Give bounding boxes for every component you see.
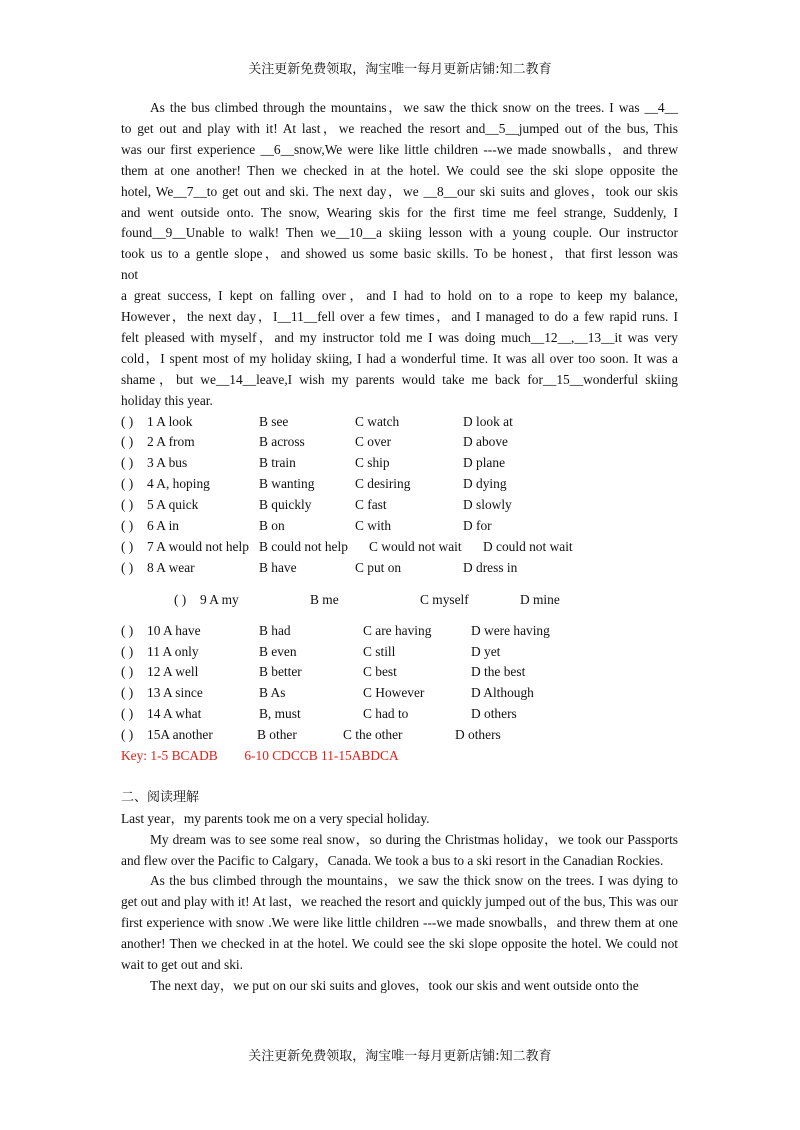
option-a: 5 A quick [147,497,199,513]
reading-paragraph: My dream was to see some real snow，so during the Christmas holiday，we took our Passports and flew over the Pacific to Calgary，Canada. We took a bus to a ski resort in the Canadian Rockies. [121,831,678,868]
option-b: B even [259,643,297,659]
option-d: D yet [471,643,501,659]
option-d: D others [455,727,501,743]
option-row [121,704,678,725]
option-d: D for [463,518,492,534]
option-d: D look at [463,413,513,429]
answer-blank[interactable]: ( ) [121,434,134,450]
option-c: C myself [420,591,469,607]
answer-blank[interactable]: ( ) [121,538,134,554]
answer-blank[interactable]: ( ) [121,685,134,701]
answer-key-part2: 6-10 CDCCB 11-15ABDCA [244,747,399,763]
page-header: 关注更新免费领取，淘宝唯一每月更新店铺:知二教育 [248,62,552,77]
option-a: 1 A look [147,413,193,429]
option-b: B me [310,591,339,607]
option-a: 6 A in [147,518,179,534]
cloze-line: to get out and play with it! At last，we reached the resort and__5__jumped out of the bus, This [121,120,678,136]
option-b: B quickly [259,497,312,513]
option-a: 10 A have [147,622,201,638]
answer-key [121,746,678,767]
cloze-passage [121,98,678,412]
answer-key-part1: Key: 1-5 BCADB [121,747,218,763]
options-list [121,412,678,746]
option-c: C had to [363,706,409,722]
option-d: D slowly [463,497,512,513]
reading-first-line: Last year，my parents took me on a very special holiday. [121,810,430,826]
option-row [121,642,678,663]
option-c: C fast [355,497,387,513]
option-row [121,516,678,537]
answer-blank[interactable]: ( ) [121,518,134,534]
cloze-line: holiday this year. [121,392,213,408]
option-row [121,725,678,746]
option-a: 8 A wear [147,559,195,575]
option-row [121,412,678,433]
option-b: B see [259,413,289,429]
answer-blank[interactable]: ( ) [121,706,134,722]
answer-blank[interactable]: ( ) [121,455,134,471]
option-c: C best [363,664,397,680]
option-a: 7 A would not help [147,538,249,554]
answer-blank[interactable]: ( ) [121,559,134,575]
option-d: D mine [520,591,560,607]
option-b: B other [257,727,297,743]
page-footer: 关注更新免费领取，淘宝唯一每月更新店铺:知二教育 [248,1049,552,1064]
option-row [121,558,678,579]
option-d: D Although [471,685,534,701]
answer-blank[interactable]: ( ) [121,622,134,638]
option-b: B train [259,455,296,471]
answer-blank[interactable]: ( ) [121,476,134,492]
option-row [121,453,678,474]
option-d: D could not wait [483,538,573,554]
option-c: C are having [363,622,432,638]
option-row [121,432,678,453]
option-b: B, must [259,706,301,722]
option-c: C over [355,434,392,450]
option-row [121,537,678,558]
option-d: D above [463,434,508,450]
option-a: 3 A bus [147,455,188,471]
option-a: 11 A only [147,643,199,659]
answer-blank[interactable]: ( ) [121,664,134,680]
cloze-line: found__9__Unable to walk! Then we__10__a skiing lesson with a young couple. Our instructor [121,225,678,241]
option-a: 4 A, hoping [147,476,210,492]
reading-paragraph: The next day，we put on our ski suits and gloves，took our skis and went outside onto the [150,978,639,994]
option-c: C still [363,643,396,659]
option-d: D others [471,706,517,722]
document-body [121,98,678,997]
option-c: C desiring [355,476,411,492]
option-row [121,662,678,683]
cloze-line: hotel, We__7__to get out and ski. The next day，we __8__our ski suits and gloves，took our skis [121,183,678,199]
option-a: 13 A since [147,685,203,701]
answer-blank[interactable]: ( ) [174,591,187,607]
cloze-line: cold，I spent most of my holiday skiing, I had a wonderful time. It was all over too soon. It was a [121,350,678,366]
option-c: C with [355,518,392,534]
cloze-line: and went outside onto. The snow, Wearing skis for the first time me feel strange, Suddenly, I [121,204,678,220]
section-title: 二、阅读理解 [121,789,200,805]
option-d: D dying [463,476,507,492]
option-row [121,495,678,516]
cloze-line: not [121,267,139,283]
option-row [121,683,678,704]
option-b: B could not help [259,538,348,554]
cloze-line: was our first experience __6__snow,We were like little children ---we made snowballs，and threw [121,141,678,157]
cloze-line: took us to a gentle slope，and showed us some basic skills. To be honest，that first lesson was [121,246,678,262]
option-a: 9 A my [200,591,239,607]
cloze-line: As the bus climbed through the mountains，we saw the thick snow on the trees. I was __4__ [150,100,678,115]
option-b: B had [259,622,291,638]
answer-blank[interactable]: ( ) [121,727,134,743]
option-b: B on [259,518,285,534]
cloze-line: shame，but we__14__leave,I wish my parents would take me back for__15__wonderful skiing [121,371,678,387]
answer-blank[interactable]: ( ) [121,643,134,659]
option-a: 12 A well [147,664,199,680]
option-c: C watch [355,413,400,429]
cloze-line: felt pleased with myself，and my instructor told me I was doing much__12__,__13__it was very [121,329,678,345]
option-d: D dress in [463,559,518,575]
option-c: C put on [355,559,402,575]
option-c: C would not wait [369,538,462,554]
option-row [121,590,678,611]
option-b: B wanting [259,476,315,492]
option-row [121,474,678,495]
option-d: D plane [463,455,506,471]
option-row [121,621,678,642]
option-c: C ship [355,455,390,471]
cloze-line: a great success, I kept on falling over，and I had to hold on to a rope to keep my balance, [121,288,678,304]
option-b: B better [259,664,302,680]
answer-blank[interactable]: ( ) [121,497,134,513]
option-a: 14 A what [147,706,202,722]
option-b: B have [259,559,297,575]
cloze-line: However，the next day，I__11__fell over a few times，and I managed to do a few rapid runs. I [121,309,678,325]
cloze-line: them at one another! Then we checked in at the hotel. We could see the ski slope opposite the [121,162,678,178]
option-b: B across [259,434,305,450]
option-d: D were having [471,622,550,638]
answer-blank[interactable]: ( ) [121,413,134,429]
reading-paragraph: As the bus climbed through the mountains，we saw the thick snow on the trees. I was dying to get out and play with it! At last，we reached the resort and quickly jumped out of the bus, This was our first experience with snow .We were like little children ---we made snowballs，and threw them at one another! Then we checked in at the hotel. We could see the ski slope opposite the hotel. We could not wait to get out and ski. [121,873,678,973]
option-a: 2 A from [147,434,195,450]
option-c: C However [363,685,425,701]
option-c: C the other [343,727,403,743]
option-a: 15A another [147,727,213,743]
option-b: B As [259,685,286,701]
option-d: D the best [471,664,526,680]
